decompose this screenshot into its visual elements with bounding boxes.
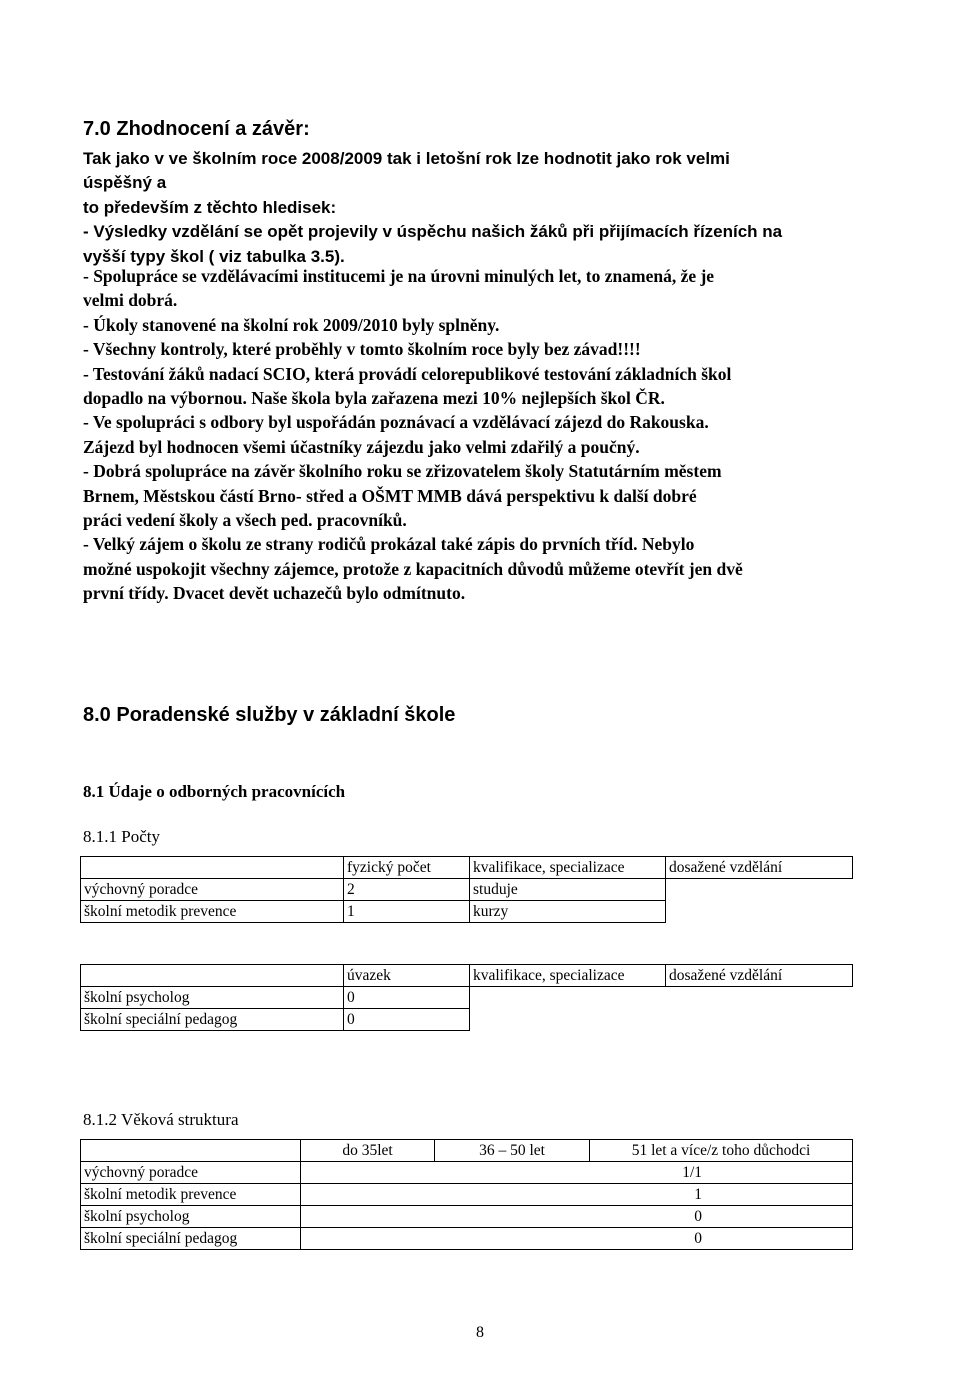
text-line: velmi dobrá. (83, 290, 178, 311)
text-line: první třídy. Dvacet devět uchazečů bylo odmítnuto. (83, 583, 466, 604)
table-row (81, 1206, 853, 1228)
section-7-body (83, 264, 743, 606)
table-cell: školní psycholog (81, 987, 344, 1009)
table-cell: výchovný poradce (81, 879, 344, 901)
text-line: úspěšný a (83, 173, 167, 193)
table-cell: 1 (301, 1184, 853, 1206)
text-line: možné uspokojit všechny zájemce, protože z kapacitních důvodů můžeme otevřít jen dvě (83, 558, 743, 579)
table-header-row (81, 1140, 853, 1162)
table-cell: 0 (344, 1009, 470, 1031)
text-line: - Úkoly stanovené na školní rok 2009/2010 byly splněny. (83, 314, 500, 335)
table-cell: 2 (344, 879, 470, 901)
table-cell: školní metodik prevence (81, 1184, 301, 1206)
table-cell: školní psycholog (81, 1206, 301, 1228)
table-row (81, 1162, 853, 1184)
table-row (81, 1228, 853, 1250)
table-header-cell: 36 – 50 let (435, 1140, 590, 1162)
page-number: 8 (476, 1324, 484, 1341)
section-7-intro (83, 147, 782, 269)
table-header-row (81, 857, 853, 879)
section-8-title: 8.0 Poradenské služby v základní škole (83, 704, 456, 726)
text-line: Tak jako v ve školním roce 2008/2009 tak i letošní rok lze hodnotit jako rok velmi (83, 149, 730, 168)
table-header-cell: kvalifikace, specializace (470, 965, 666, 987)
table-cell: školní speciální pedagog (81, 1228, 301, 1250)
table-cell (470, 987, 666, 1009)
table-row (81, 879, 853, 901)
text-line: - Testování žáků nadací SCIO, která provádí celorepublikové testování základních škol (83, 363, 732, 384)
table-header-cell: dosažené vzdělání (666, 857, 853, 879)
table-cell: 0 (344, 987, 470, 1009)
text-line: - Dobrá spolupráce na závěr školního roku se zřizovatelem školy Statutárním městem (83, 461, 722, 482)
table-cell (666, 901, 853, 923)
table-header-cell: dosažené vzdělání (666, 965, 853, 987)
table-header-cell: kvalifikace, specializace (470, 857, 666, 879)
table-cell: kurzy (470, 901, 666, 923)
text-line: - Velký zájem o školu ze strany rodičů prokázal také zápis do prvních tříd. Nebylo (83, 534, 695, 555)
table-cell: 0 (301, 1228, 853, 1250)
text-line: - Všechny kontroly, které proběhly v tomto školním roce byly bez závad!!!! (83, 339, 641, 360)
table-header-cell: do 35let (301, 1140, 435, 1162)
table-cell: výchovný poradce (81, 1162, 301, 1184)
text-line: Brnem, Městskou částí Brno- střed a OŠMT MMB dává perspektivu k další dobré (83, 485, 697, 506)
text-line: - Spolupráce se vzdělávacími institucemi je na úrovni minulých let, to znamená, že je (83, 266, 715, 286)
text-line: vyšší typy škol ( viz tabulka 3.5). (83, 246, 345, 266)
table-header-cell: fyzický počet (344, 857, 470, 879)
text-line: - Výsledky vzdělání se opět projevily v úspěchu našich žáků při přijímacích řízeních na (83, 222, 783, 242)
table-row (81, 901, 853, 923)
table-header-cell (81, 1140, 301, 1162)
text-line: práci vedení školy a všech ped. pracovníků. (83, 510, 407, 531)
subsection-8-1-title: 8.1 Údaje o odborných pracovnících (83, 782, 346, 801)
table-cell (666, 987, 853, 1009)
table-cell (666, 879, 853, 901)
table-cell: 1 (344, 901, 470, 923)
table-row (81, 1009, 853, 1031)
table-cell: školní speciální pedagog (81, 1009, 344, 1031)
section-7-title: 7.0 Zhodnocení a závěr: (83, 118, 310, 140)
table-cell (470, 1009, 666, 1031)
subsection-8-1-2-title: 8.1.2 Věková struktura (83, 1110, 239, 1129)
text-line: to především z těchto hledisek: (83, 197, 337, 217)
table-cell: školní metodik prevence (81, 901, 344, 923)
table-cell (666, 1009, 853, 1031)
age-structure-table (80, 1139, 853, 1250)
staff-count-table (80, 856, 853, 923)
text-line: - Ve spolupráci s odbory byl uspořádán poznávací a vzdělávací zájezd do Rakouska. (83, 412, 709, 433)
table-cell: 1/1 (301, 1162, 853, 1184)
table-header-cell (81, 857, 344, 879)
staff-workload-table (80, 964, 853, 1031)
table-header-cell: úvazek (344, 965, 470, 987)
table-row (81, 1184, 853, 1206)
text-line: Zájezd byl hodnocen všemi účastníky zájezdu jako velmi zdařilý a poučný. (83, 436, 640, 457)
subsection-8-1-1-title: 8.1.1 Počty (83, 827, 160, 846)
table-header-row (81, 965, 853, 987)
table-header-cell: 51 let a více/z toho důchodci (590, 1140, 853, 1162)
table-cell: 0 (301, 1206, 853, 1228)
text-line: dopadlo na výbornou. Naše škola byla zařazena mezi 10% nejlepších škol ČR. (83, 388, 665, 409)
table-cell: studuje (470, 879, 666, 901)
table-header-cell (81, 965, 344, 987)
table-row (81, 987, 853, 1009)
